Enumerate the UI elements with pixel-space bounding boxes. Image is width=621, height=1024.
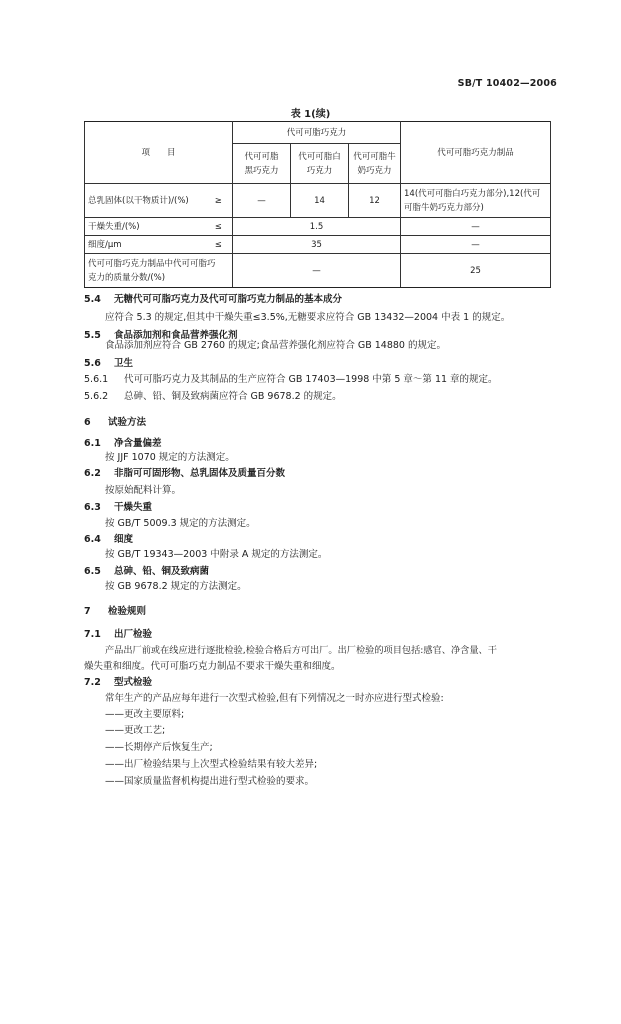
table-row <box>85 184 551 218</box>
clause-5-5-text: 食品添加剂应符合 GB 2760 的规定;食品营养强化剂应符合 GB 14880 的规定。 <box>105 340 446 351</box>
row-value-a: — <box>233 184 291 218</box>
list-item: ——出厂检验结果与上次型式检验结果有较大差异; <box>105 759 318 770</box>
row-item: 总乳固体(以干物质计)/(%) <box>85 184 205 218</box>
list-item: ——长期停产后恢复生产; <box>105 742 213 753</box>
header-col-a: 代可可脂 黑巧克力 <box>233 144 291 184</box>
row-product: — <box>401 236 551 254</box>
header-group: 代可可脂巧克力 <box>233 122 401 144</box>
clause-7-2-text: 常年生产的产品应每年进行一次型式检验,但有下列情况之一时亦应进行型式检验: <box>105 693 444 704</box>
row-symbol: ≤ <box>205 218 233 236</box>
list-item: ——更改主要原料; <box>105 709 185 720</box>
row-value-c: 12 <box>349 184 401 218</box>
clause-6-1-heading: 6.1 净含量偏差 <box>84 438 162 449</box>
clause-6-4-heading: 6.4 细度 <box>84 534 134 545</box>
clause-6-2-text: 按原始配料计算。 <box>105 485 182 496</box>
clause-6-4-text: 按 GB/T 19343—2003 中附录 A 规定的方法测定。 <box>105 549 328 560</box>
clause-5-6-1: 5.6.1 代可可脂巧克力及其制品的生产应符合 GB 17403—1998 中第 5 章～第 11 章的规定。 <box>84 374 498 385</box>
clause-6-2-heading: 6.2 非脂可可固形物、总乳固体及质量百分数 <box>84 468 286 479</box>
clause-6-5-text: 按 GB 9678.2 规定的方法测定。 <box>105 581 247 592</box>
clause-5-6-2: 5.6.2 总砷、铅、铜及致病菌应符合 GB 9678.2 的规定。 <box>84 391 342 402</box>
row-symbol: ≤ <box>205 236 233 254</box>
clause-5-4-heading: 5.4 无糖代可可脂巧克力及代可可脂巧克力制品的基本成分 <box>84 294 343 305</box>
section-6-heading: 6 试验方法 <box>84 417 147 428</box>
row-item: 干燥失重/(%) <box>85 218 205 236</box>
row-item: 代可可脂巧克力制品中代可可脂巧 克力的质量分数/(%) <box>85 254 233 288</box>
header-item: 项 目 <box>85 122 233 184</box>
header-col-c: 代可可脂牛 奶巧克力 <box>349 144 401 184</box>
table-row <box>85 236 551 254</box>
clause-7-1-heading: 7.1 出厂检验 <box>84 629 153 640</box>
row-value: — <box>233 254 401 288</box>
table-title: 表 1(续) <box>290 109 331 120</box>
row-product: 25 <box>401 254 551 288</box>
row-product: 14(代可可脂白巧克力部分),12(代可 可脂牛奶巧克力部分) <box>401 184 551 218</box>
header-col-b: 代可可脂白 巧克力 <box>291 144 349 184</box>
table-row <box>85 218 551 236</box>
clause-6-1-text: 按 JJF 1070 规定的方法测定。 <box>105 452 235 463</box>
row-symbol: ≥ <box>205 184 233 218</box>
spec-table <box>84 121 551 288</box>
clause-5-6-heading: 5.6 卫生 <box>84 358 134 369</box>
list-item: ——国家质量监督机构提出进行型式检验的要求。 <box>105 776 315 787</box>
table-row <box>85 254 551 288</box>
clause-5-5-heading: 5.5 食品添加剂和食品营养强化剂 <box>84 330 238 341</box>
list-item: ——更改工艺; <box>105 725 166 736</box>
row-item: 细度/μm <box>85 236 205 254</box>
clause-6-3-text: 按 GB/T 5009.3 规定的方法测定。 <box>105 518 256 529</box>
row-value: 1.5 <box>233 218 401 236</box>
clause-7-1-text-1: 产品出厂前或在线应进行逐批检验,检验合格后方可出厂。出厂检验的项目包括:感官、净含量、干 <box>105 645 497 656</box>
standard-code: SB/T 10402—2006 <box>457 78 557 89</box>
clause-5-4-text: 应符合 5.3 的规定,但其中干燥失重≤3.5%,无糖要求应符合 GB 13432—2004 中表 1 的规定。 <box>105 312 511 323</box>
row-value-b: 14 <box>291 184 349 218</box>
clause-6-3-heading: 6.3 干燥失重 <box>84 502 153 513</box>
header-product: 代可可脂巧克力制品 <box>401 122 551 184</box>
row-value: 35 <box>233 236 401 254</box>
row-product: — <box>401 218 551 236</box>
clause-6-5-heading: 6.5 总砷、铅、铜及致病菌 <box>84 566 210 577</box>
clause-7-2-heading: 7.2 型式检验 <box>84 677 153 688</box>
section-7-heading: 7 检验规则 <box>84 606 147 617</box>
clause-7-1-text-2: 燥失重和细度。代可可脂巧克力制品不要求干燥失重和细度。 <box>84 661 341 672</box>
